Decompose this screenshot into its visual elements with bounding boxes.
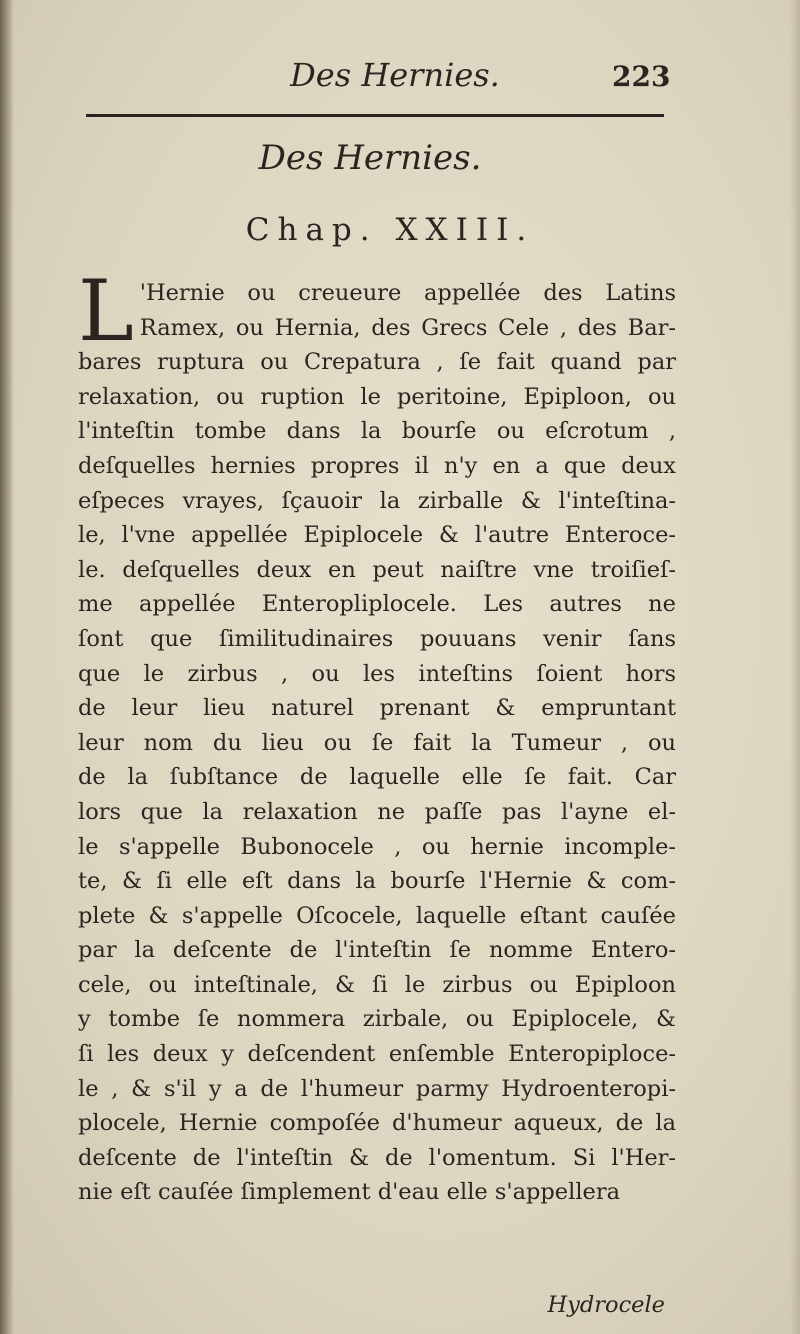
text-line: relaxation, ou ruption le peritoine, Epiploon, ou xyxy=(78,383,676,410)
text-line: le s'appelle Bubonocele , ou hernie incomple- xyxy=(78,833,676,860)
text-line: y tombe ſe nommera zirbale, ou Epiplocele, & xyxy=(78,1006,676,1033)
text-line: plocele, Hernie compoſée d'humeur aqueux, de la xyxy=(78,1110,676,1137)
text-line: lors que la relaxation ne paſſe pas l'ayne el- xyxy=(78,798,676,825)
text-line: de leur lieu naturel prenant & empruntant xyxy=(78,695,676,722)
text-line: deſquelles hernies propres il n'y en a que deux xyxy=(78,452,676,479)
running-head: Des Hernies. xyxy=(290,56,500,94)
text-line: deſcente de l'inteſtin & de l'omentum. Si l'Her- xyxy=(78,1144,676,1171)
text-line: le , & s'il y a de l'humeur parmy Hydroenteropi- xyxy=(78,1075,676,1102)
text-line: me appellée Enteropliplocele. Les autres ne xyxy=(78,591,676,618)
book-spine-shadow xyxy=(0,0,14,1334)
text-line: plete & s'appelle Oſcocele, laquelle eſtant cauſée xyxy=(78,902,676,929)
section-title: Des Hernies. xyxy=(258,138,482,178)
page-number: 223 xyxy=(612,60,671,93)
text-line: cele, ou inteſtinale, & ſi le zirbus ou Epiploon xyxy=(78,971,676,998)
body-text xyxy=(78,262,676,1210)
text-line: nie eſt cauſée ſimplement d'eau elle s'appellera xyxy=(78,1179,620,1206)
catchword: Hydrocele xyxy=(547,1292,665,1318)
text-line: te, & ſi elle eſt dans la bourſe l'Hernie & com- xyxy=(78,868,676,895)
text-line: que le zirbus , ou les inteſtins ſoient hors xyxy=(78,660,676,687)
text-line: eſpeces vrayes, ſçauoir la zirballe & l'inteſtina- xyxy=(78,487,676,514)
text-line: ſont que ſimilitudinaires pouuans venir ſans xyxy=(78,625,676,652)
text-line: l'inteſtin tombe dans la bourſe ou eſcrotum , xyxy=(78,418,676,445)
text-line: bares ruptura ou Crepatura , ſe fait quand par xyxy=(78,349,676,376)
page-edge xyxy=(790,0,800,1334)
chapter-heading: Chap. XXIII. xyxy=(245,212,535,248)
text-line: le, l'vne appellée Epiplocele & l'autre Enteroce- xyxy=(78,522,676,549)
drop-cap: L xyxy=(78,262,134,360)
text-line: leur nom du lieu ou ſe fait la Tumeur , ou xyxy=(78,729,676,756)
text-line: ſi les deux y deſcendent enſemble Enteropiploce- xyxy=(78,1041,676,1068)
text-line: le. deſquelles deux en peut naiſtre vne troiſieſ- xyxy=(78,556,676,583)
text-line: de la ſubſtance de laquelle elle ſe fait. Car xyxy=(78,764,676,791)
header-rule xyxy=(86,114,664,117)
text-line: Ramex, ou Hernia, des Grecs Cele , des Bar- xyxy=(139,314,676,341)
text-line: 'Hernie ou creueure appellée des Latins xyxy=(139,280,676,306)
text-line: par la deſcente de l'inteſtin ſe nomme Entero- xyxy=(78,937,676,964)
